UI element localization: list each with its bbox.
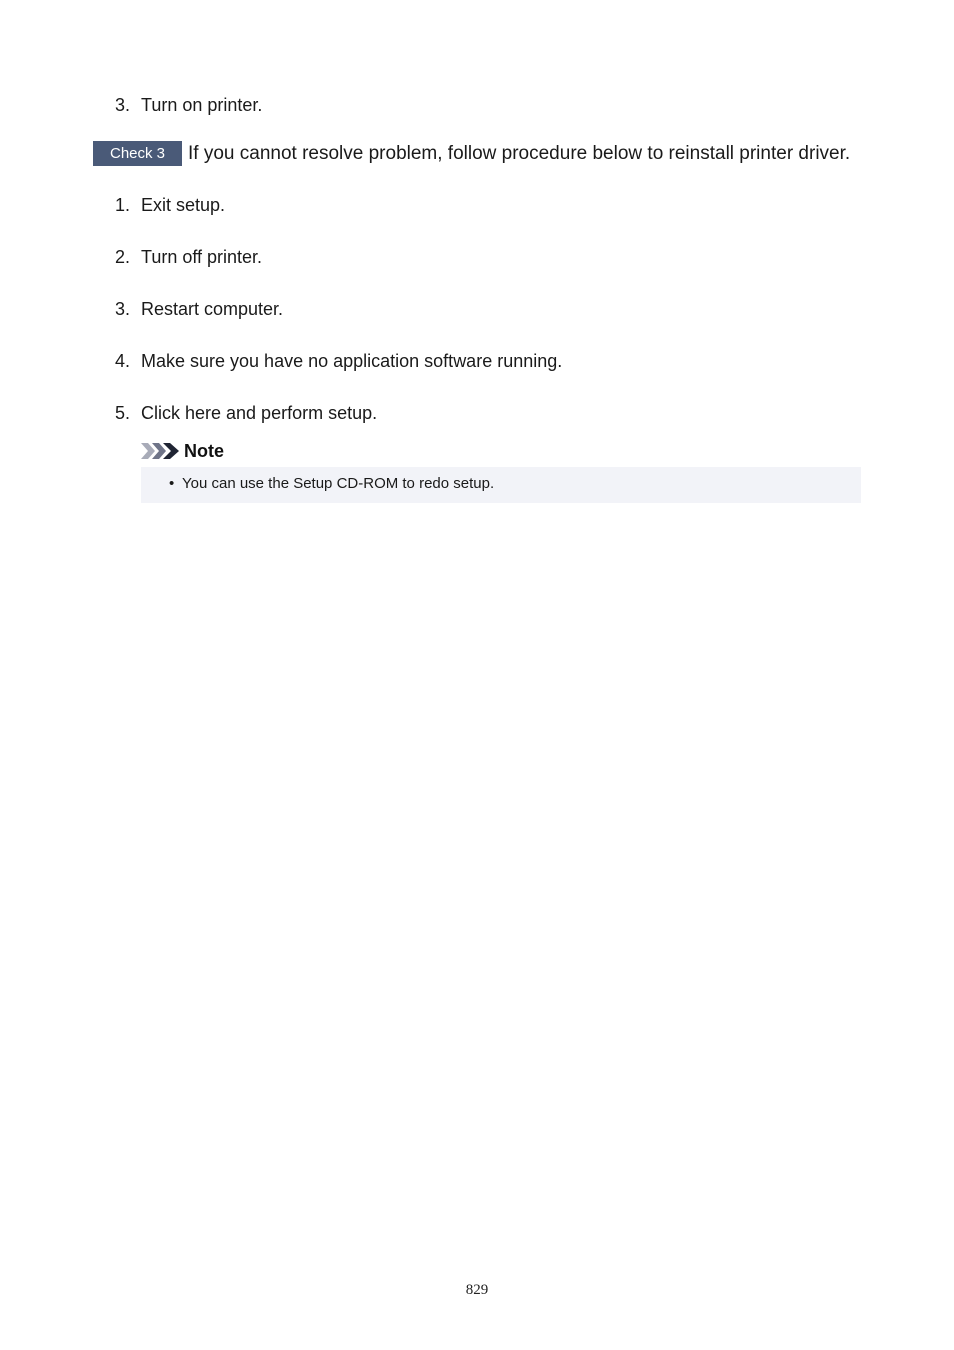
note-header xyxy=(141,440,224,462)
step-text[interactable]: Click here and perform setup. xyxy=(141,403,378,423)
step-text: Exit setup. xyxy=(141,195,226,215)
step-number: 4. xyxy=(115,351,131,371)
note-item-text: You can use the Setup CD-ROM to redo setup. xyxy=(182,475,495,492)
check-row xyxy=(93,141,850,166)
step-text: Restart computer. xyxy=(141,299,284,319)
check-badge: Check 3 xyxy=(93,141,182,166)
step-text: Turn on printer. xyxy=(141,95,263,115)
page-number: 829 xyxy=(465,1282,489,1298)
step-number: 1. xyxy=(115,195,131,215)
note-arrows-icon xyxy=(141,443,180,459)
step-item-turn-on-printer xyxy=(115,94,262,116)
step-number: 3. xyxy=(115,95,131,115)
step-number: 2. xyxy=(115,247,131,267)
note-list-item xyxy=(169,475,494,493)
step-number: 3. xyxy=(115,299,131,319)
step-number: 5. xyxy=(115,403,131,423)
step-item-turn-off-printer xyxy=(115,246,262,268)
step-item-click-here xyxy=(115,402,377,424)
check-text: If you cannot resolve problem, follow procedure below to reinstall printer driver. xyxy=(188,142,851,164)
note-title: Note xyxy=(184,440,224,461)
step-item-exit-setup xyxy=(115,194,225,216)
step-item-no-software-running xyxy=(115,350,562,372)
step-text: Make sure you have no application software running. xyxy=(141,351,563,371)
step-item-restart-computer xyxy=(115,298,283,320)
note-box xyxy=(141,467,861,503)
bullet: • xyxy=(169,475,175,492)
step-text: Turn off printer. xyxy=(141,247,263,267)
